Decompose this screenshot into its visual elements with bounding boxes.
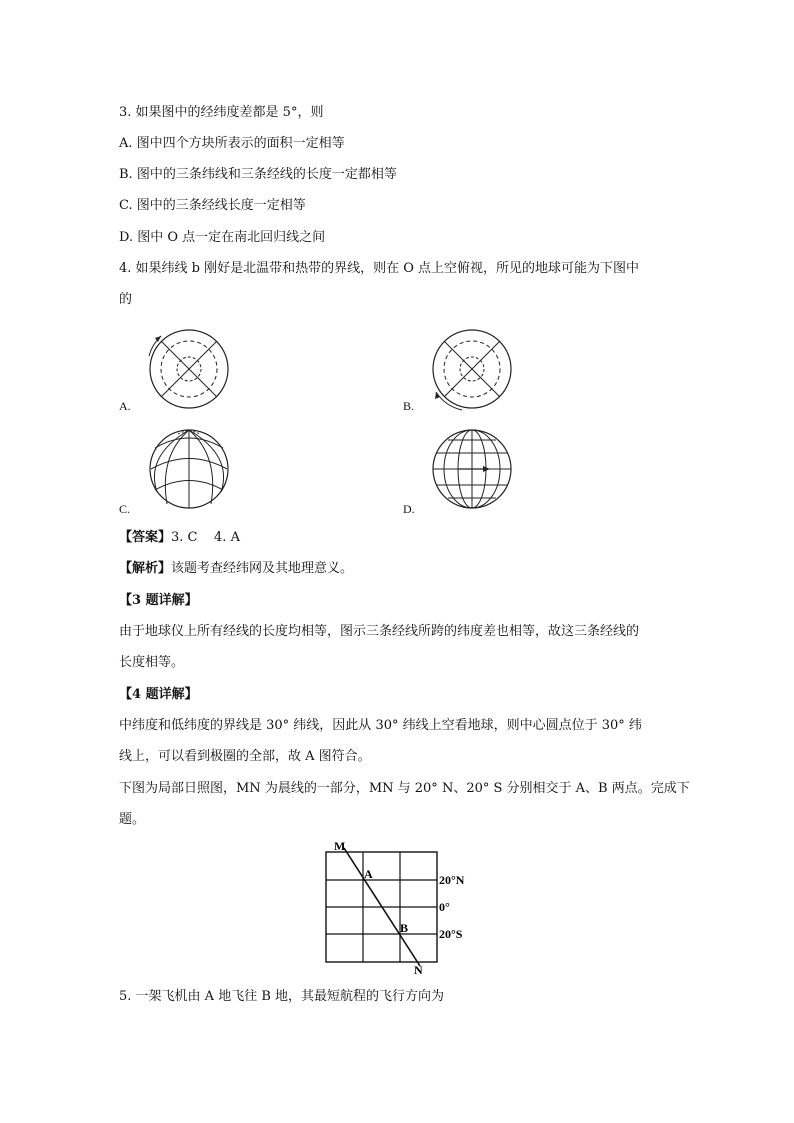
label-a: A <box>364 867 373 881</box>
detail4-line1: 中纬度和低纬度的界线是 30° 纬线，因此从 30° 纬线上空看地球，则中心圆点位于 30° 纬 <box>119 718 642 733</box>
detail4-heading: 【4 题详解】 <box>119 687 198 702</box>
analysis-line <box>119 560 353 578</box>
label-m: M <box>334 839 346 853</box>
q3-option-d: D. 图中 O 点一定在南北回归线之间 <box>119 230 326 245</box>
sunlight-diagram <box>322 838 482 978</box>
q3-option-b: B. 图中的三条纬线和三条经线的长度一定都相等 <box>119 167 397 182</box>
q4-stem-line2: 的 <box>119 292 133 307</box>
answer-line <box>119 529 240 547</box>
detail3-line1: 由于地球仪上所有经线的长度均相等，图示三条经线所跨的纬度差也相等，故这三条经线的 <box>119 624 640 639</box>
q3-stem: 3. 如果图中的经纬度差都是 5°，则 <box>119 105 324 120</box>
label-b: B <box>400 921 409 935</box>
analysis-label: 【解析】 <box>119 561 172 576</box>
label-n: N <box>414 963 423 977</box>
answer-label: 【答案】 <box>119 530 172 545</box>
q3-option-a: A. 图中四个方块所表示的面积一定相等 <box>119 136 345 151</box>
figure-label-b: B. <box>403 399 415 413</box>
lat-label-0: 0° <box>439 900 450 914</box>
analysis-text: 该题考查经纬网及其地理意义。 <box>171 561 354 576</box>
detail3-heading: 【3 题详解】 <box>119 593 198 608</box>
detail3-line2: 长度相等。 <box>119 655 185 670</box>
globe-figure-b <box>428 326 518 412</box>
globe-figure-a <box>145 326 235 412</box>
intro-line1: 下图为局部日照图，MN 为晨线的一部分，MN 与 20° N、20° S 分别相交于 A、B 两点。完成下 <box>119 781 690 796</box>
figure-label-a: A. <box>119 399 131 413</box>
intro-line2: 题。 <box>119 812 146 827</box>
detail4-line2: 线上，可以看到极圈的全部，故 A 图符合。 <box>119 749 371 764</box>
q5-stem: 5. 一架飞机由 A 地飞往 B 地，其最短航程的飞行方向为 <box>119 989 445 1004</box>
figure-label-d: D. <box>403 502 415 516</box>
q4-stem-line1: 4. 如果纬线 b 刚好是北温带和热带的界线，则在 O 点上空俯视，所见的地球可能为下图中 <box>119 261 640 276</box>
globe-figure-d <box>428 426 518 512</box>
lat-label-20s: 20°S <box>439 927 463 941</box>
globe-figure-c <box>145 426 235 512</box>
figure-label-c: C. <box>119 502 131 516</box>
answer-text: 3. C 4. A <box>171 530 240 545</box>
q3-option-c: C. 图中的三条经线长度一定相等 <box>119 198 306 213</box>
lat-label-20n: 20°N <box>439 873 465 887</box>
